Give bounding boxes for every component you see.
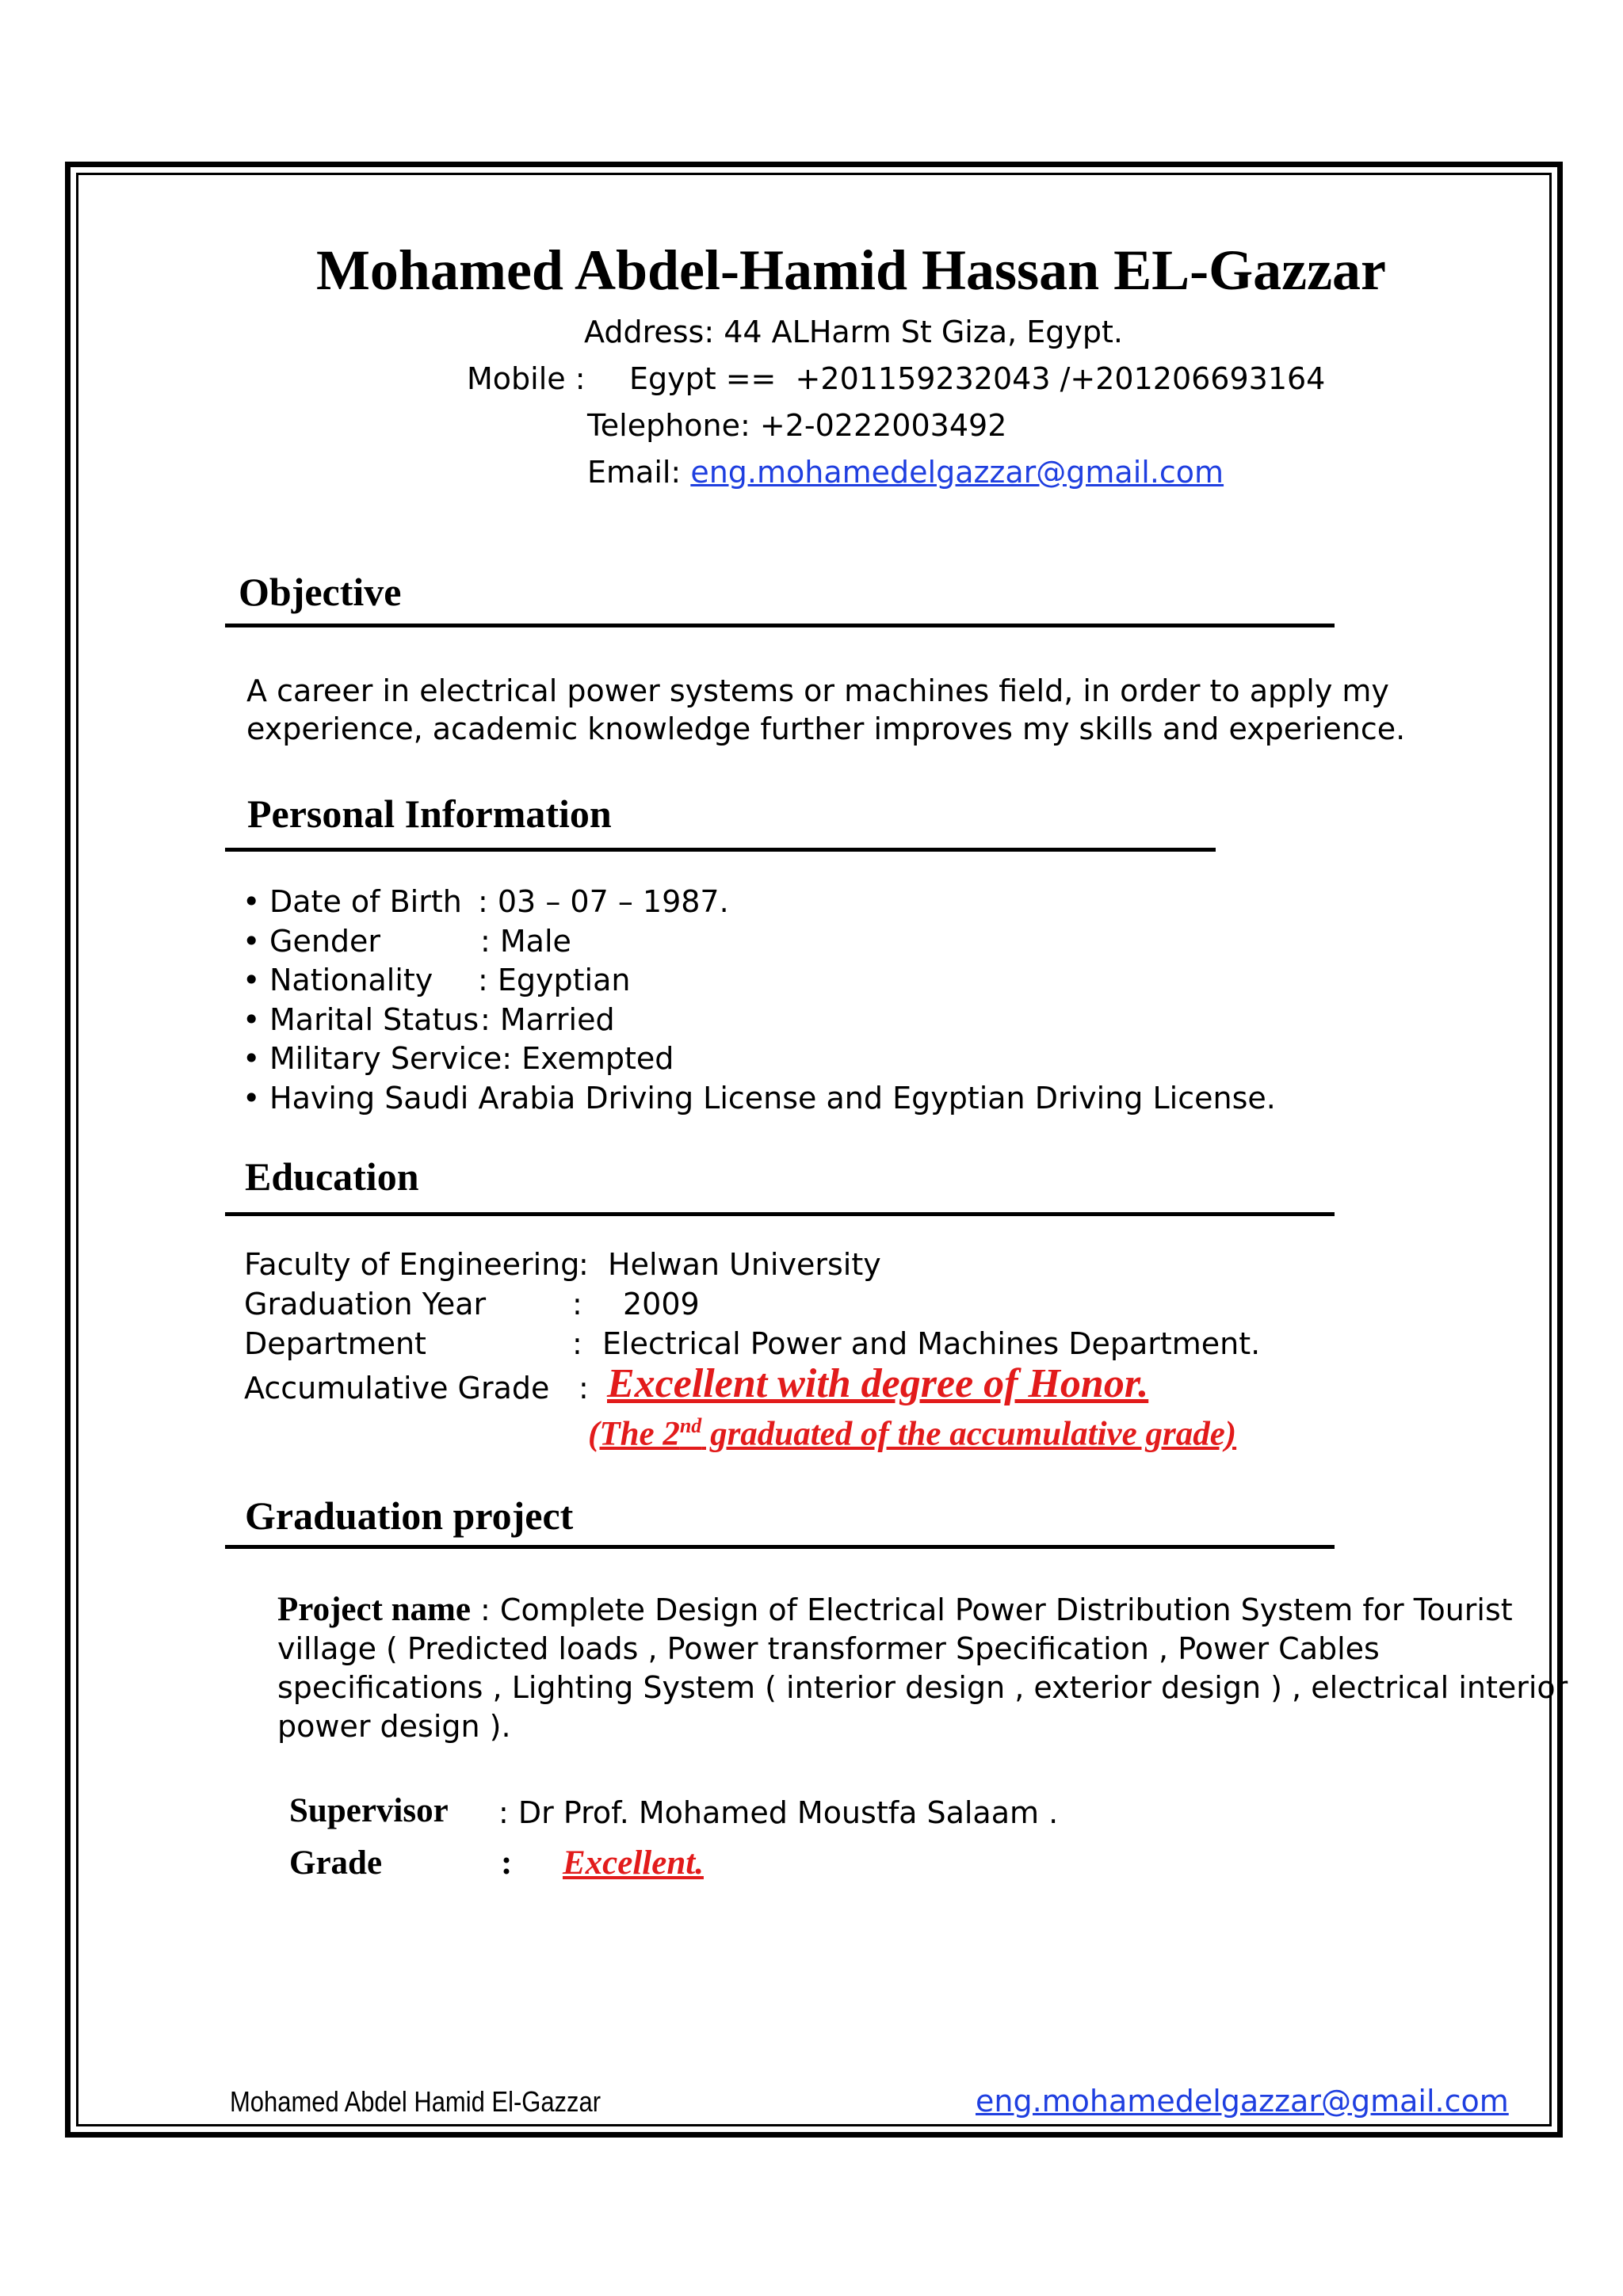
edu-grade-label: Accumulative Grade <box>244 1371 550 1405</box>
mobile-label: Mobile : <box>467 361 586 396</box>
footer-email-link[interactable]: eng.mohamedelgazzar@gmail.com <box>976 2084 1509 2119</box>
mobile-value: Egypt == +201159232043 /+201206693164 <box>629 361 1326 396</box>
cv-name: Mohamed Abdel-Hamid Hassan EL-Gazzar <box>315 238 1387 302</box>
supervisor-label: Supervisor <box>289 1792 449 1829</box>
email-label: Email: <box>587 455 682 490</box>
edu-year-sep: : <box>572 1287 582 1322</box>
edu-faculty-sep: : <box>579 1247 589 1282</box>
personal-info-heading: Personal Information <box>247 791 612 836</box>
edu-grade-note: (The 2nd graduated of the accumulative grade) <box>588 1414 1237 1453</box>
project-rule <box>225 1545 1335 1549</box>
edu-dept-sep: : <box>572 1326 582 1361</box>
list-item: • Military Service: Exempted <box>242 1039 1276 1079</box>
telephone-line: Telephone: +2-0222003492 <box>587 408 1007 443</box>
personal-info-rule <box>225 848 1216 852</box>
list-item: • Date of Birth : 03 – 07 – 1987. <box>242 883 1276 922</box>
list-item: • Gender : Male <box>242 922 1276 962</box>
education-rule <box>225 1212 1335 1216</box>
project-heading: Graduation project <box>245 1493 574 1538</box>
address-line: Address: 44 ALHarm St Giza, Egypt. <box>584 315 1123 349</box>
objective-text-line-1: A career in electrical power systems or machines field, in order to apply my <box>246 673 1389 708</box>
edu-grade-sep: : <box>579 1371 589 1405</box>
objective-heading: Objective <box>239 570 402 614</box>
email-link[interactable]: eng.mohamedelgazzar@gmail.com <box>690 455 1224 490</box>
list-item: • Marital Status: Married <box>242 1001 1276 1040</box>
email-line <box>587 455 1224 490</box>
edu-dept-value: Electrical Power and Machines Department. <box>602 1326 1261 1361</box>
list-item: • Having Saudi Arabia Driving License and Egyptian Driving License. <box>242 1079 1276 1119</box>
grade-label: Grade <box>289 1844 383 1882</box>
project-description: Project name : Complete Design of Electrical Power Distribution System for Tourist village ( Predicted loads , Power transformer Specification , Power Cables specifications , Lighting System ( interior design , exterior design ) , electrical interior power design ). <box>277 1591 1568 1744</box>
edu-dept-label: Department <box>244 1326 426 1361</box>
grade-value: Excellent. <box>563 1844 704 1882</box>
edu-faculty-label: Faculty of Engineering <box>244 1247 580 1282</box>
edu-year-label: Graduation Year <box>244 1287 487 1322</box>
project-name-label: Project name <box>277 1591 471 1628</box>
edu-grade-value: Excellent with degree of Honor. <box>607 1361 1149 1406</box>
objective-text-line-2: experience, academic knowledge further improves my skills and experience. <box>246 711 1406 746</box>
grade-sep: : <box>501 1844 513 1882</box>
edu-year-value: 2009 <box>623 1287 700 1322</box>
supervisor-value: : Dr Prof. Mohamed Moustfa Salaam . <box>498 1795 1059 1830</box>
objective-rule <box>225 624 1335 627</box>
list-item: • Nationality : Egyptian <box>242 961 1276 1001</box>
education-heading: Education <box>245 1154 419 1199</box>
edu-faculty-value: Helwan University <box>608 1247 881 1282</box>
personal-info-list <box>242 883 1276 1118</box>
footer-name: Mohamed Abdel Hamid El-Gazzar <box>230 2085 601 2118</box>
